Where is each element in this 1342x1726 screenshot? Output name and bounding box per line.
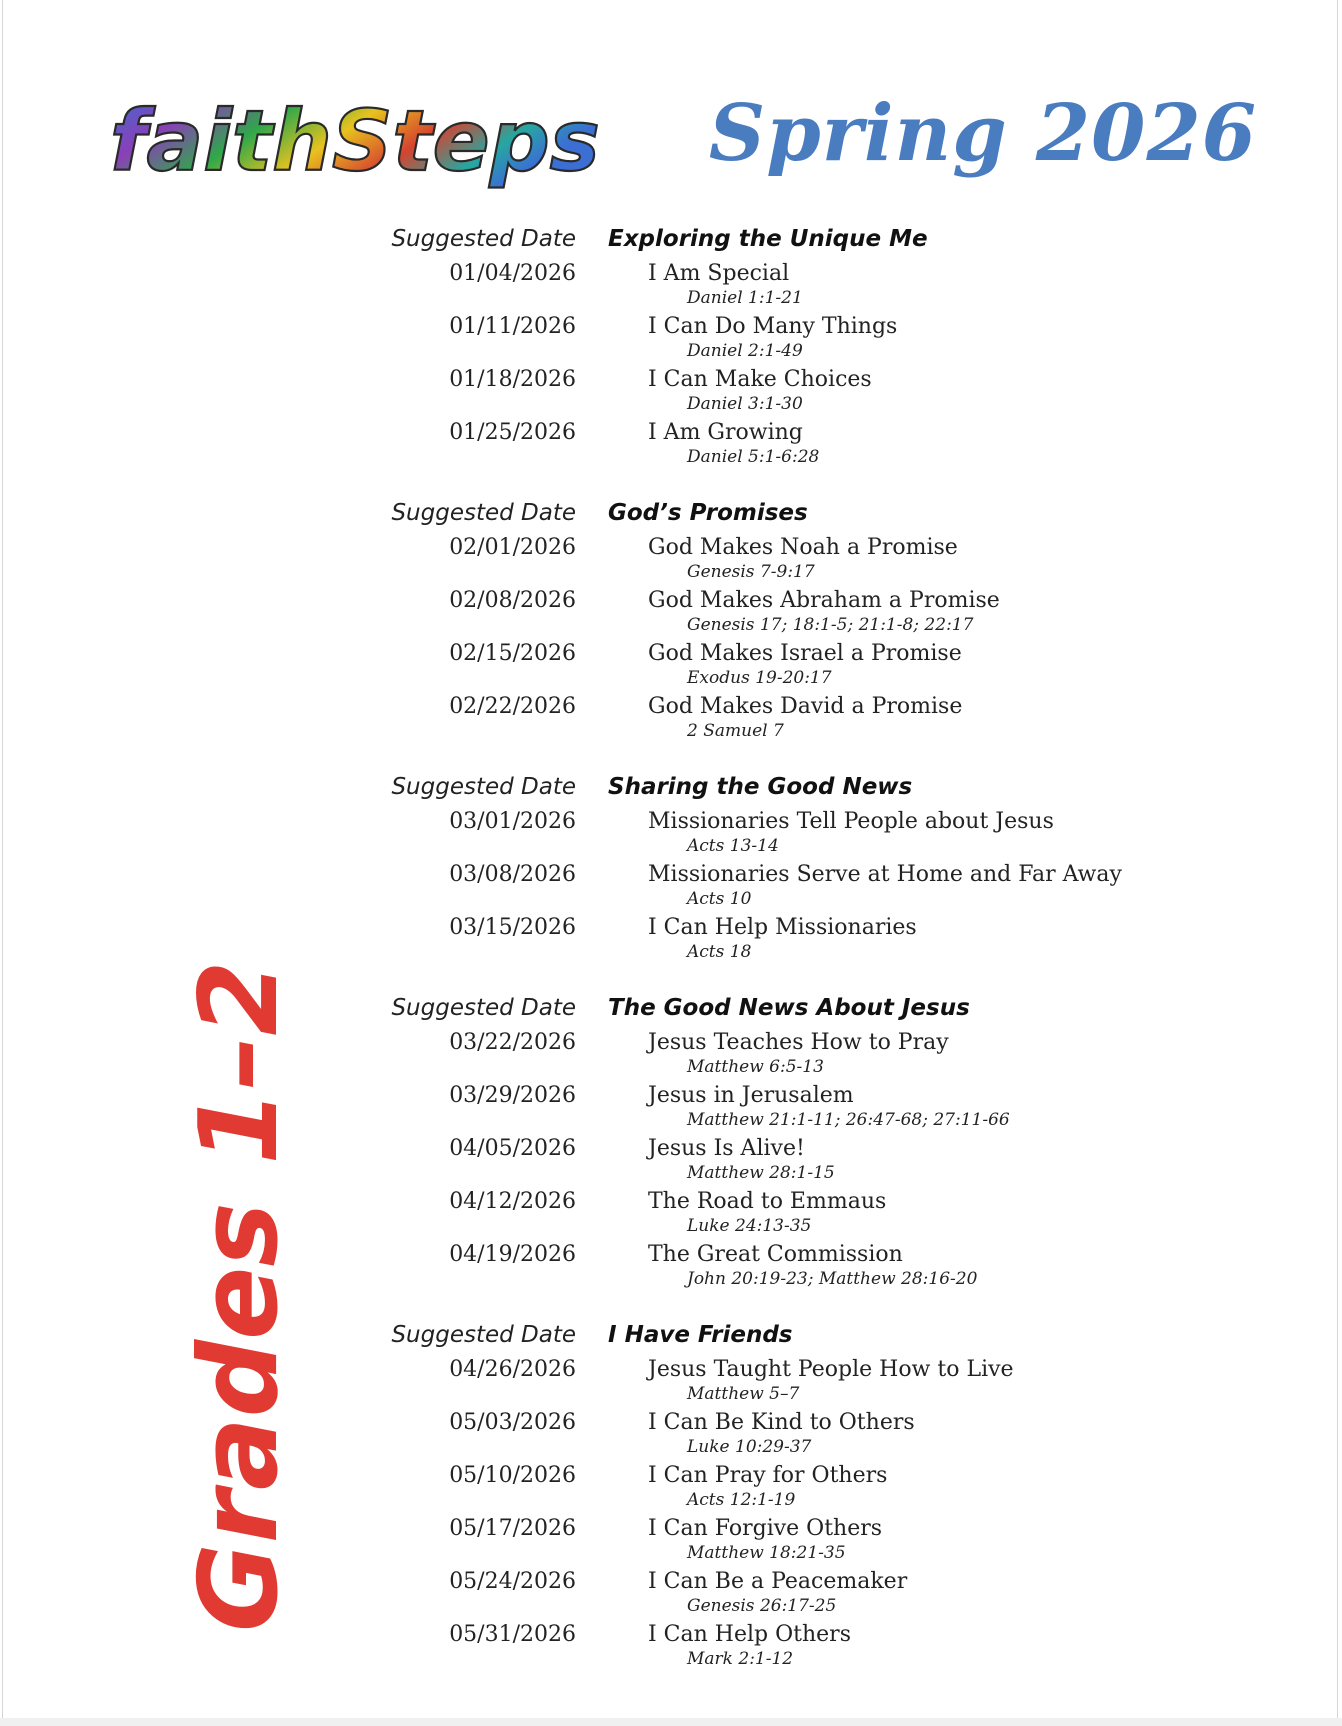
lesson-date: 04/26/2026 [449,1357,576,1382]
unit-header [383,226,1283,260]
logo-wordmark: faithSteps [110,92,600,190]
lesson-info [648,1568,907,1621]
lesson-row [383,1621,1283,1674]
scripture-reference: 2 Samuel 7 [687,721,784,741]
lesson-title: I Am Growing [648,420,803,445]
lesson-info [648,1621,851,1674]
lesson-row [383,1568,1283,1621]
lesson-row [383,587,1283,640]
unit-header [383,500,1283,534]
unit-title: Sharing the Good News [608,774,913,800]
date-column-header: Suggested Date [391,774,576,800]
lesson-info [648,1241,977,1294]
scripture-reference: Acts 12:1-19 [687,1490,796,1510]
scripture-reference: Acts 18 [687,942,752,962]
lesson-title: God Makes Israel a Promise [648,641,962,666]
faithsteps-logo-artwork [108,78,600,208]
lesson-row [383,260,1283,313]
date-column-header: Suggested Date [391,226,576,252]
scripture-reference: Matthew 18:21-35 [687,1543,846,1563]
lesson-date: 05/03/2026 [449,1410,576,1435]
lesson-info [648,1515,882,1568]
scripture-reference: Matthew 5–7 [687,1384,800,1404]
lesson-row [383,1462,1283,1515]
scripture-reference: Mark 2:1-12 [687,1649,794,1669]
lesson-title: Jesus Is Alive! [648,1136,805,1161]
lesson-row [383,861,1283,914]
lesson-row [383,1135,1283,1188]
scripture-reference: Genesis 26:17-25 [687,1596,837,1616]
season-title: Spring 2026 [708,88,1257,179]
date-column-header: Suggested Date [391,1322,576,1348]
lesson-title: I Can Do Many Things [648,314,898,339]
lesson-date: 01/04/2026 [449,261,576,286]
date-column-header: Suggested Date [391,500,576,526]
lesson-row [383,1188,1283,1241]
lesson-title: I Can Be a Peacemaker [648,1569,908,1594]
lesson-info [648,366,872,419]
scripture-reference: Luke 24:13-35 [687,1216,812,1236]
lesson-title: Jesus Teaches How to Pray [648,1030,949,1055]
lesson-info [648,914,917,967]
unit-section [383,500,1283,746]
lesson-date: 02/01/2026 [449,535,576,560]
scripture-reference: Matthew 21:1-11; 26:47-68; 27:11-66 [687,1110,1010,1130]
unit-section [383,1322,1283,1674]
lesson-info [648,1356,1014,1409]
lesson-row [383,1241,1283,1294]
lesson-info [648,1188,886,1241]
lesson-info [648,1462,887,1515]
lesson-date: 05/17/2026 [449,1516,576,1541]
lesson-title: I Am Special [648,261,790,286]
lesson-row [383,534,1283,587]
lesson-row [383,419,1283,472]
lesson-title: Jesus Taught People How to Live [648,1357,1014,1382]
lesson-date: 04/19/2026 [449,1242,576,1267]
lesson-title: God Makes David a Promise [648,694,963,719]
lesson-info [648,260,803,313]
unit-title: Exploring the Unique Me [608,226,928,252]
grade-label: Grades 1–2 [177,960,302,1632]
scripture-reference: Genesis 7-9:17 [687,562,815,582]
lesson-title: God Makes Noah a Promise [648,535,958,560]
lesson-info [648,861,1122,914]
lesson-info [648,1409,915,1462]
lesson-row [383,1515,1283,1568]
scripture-reference: Daniel 5:1-6:28 [687,447,820,467]
lesson-title: The Great Commission [648,1242,903,1267]
lesson-title: Missionaries Serve at Home and Far Away [648,862,1122,887]
lesson-date: 03/29/2026 [449,1083,576,1108]
lesson-info [648,1029,949,1082]
lesson-date: 04/05/2026 [449,1136,576,1161]
scripture-reference: Acts 13-14 [687,836,779,856]
lesson-title: Jesus in Jerusalem [648,1083,854,1108]
lesson-date: 03/22/2026 [449,1030,576,1055]
unit-section [383,226,1283,472]
scripture-reference: Daniel 2:1-49 [687,341,803,361]
lesson-row [383,1029,1283,1082]
lesson-info [648,1082,1010,1135]
lesson-info [648,419,819,472]
unit-title: God’s Promises [608,500,808,526]
lesson-info [648,808,1054,861]
lesson-title: I Can Forgive Others [648,1516,883,1541]
scripture-reference: Matthew 28:1-15 [687,1163,835,1183]
lesson-date: 04/12/2026 [449,1189,576,1214]
lesson-row [383,313,1283,366]
lesson-date: 02/08/2026 [449,588,576,613]
lesson-row [383,1409,1283,1462]
lesson-date: 03/15/2026 [449,915,576,940]
lesson-row [383,1082,1283,1135]
lesson-date: 05/10/2026 [449,1463,576,1488]
unit-header [383,1322,1283,1356]
lesson-info [648,534,958,587]
scripture-reference: Exodus 19-20:17 [687,668,832,688]
scripture-reference: John 20:19-23; Matthew 28:16-20 [687,1269,978,1289]
lesson-title: I Can Help Others [648,1622,851,1647]
lesson-date: 02/22/2026 [449,694,576,719]
unit-section [383,774,1283,967]
lesson-row [383,914,1283,967]
lesson-info [648,693,962,746]
lesson-info [648,640,962,693]
lesson-row [383,808,1283,861]
lesson-date: 03/08/2026 [449,862,576,887]
lesson-title: God Makes Abraham a Promise [648,588,1000,613]
lesson-row [383,366,1283,419]
lesson-date: 05/24/2026 [449,1569,576,1594]
document-page [2,0,1338,1719]
page-bottom-edge [0,1718,1342,1726]
lesson-date: 03/01/2026 [449,809,576,834]
lesson-schedule [383,226,1283,1702]
lesson-date: 02/15/2026 [449,641,576,666]
unit-header [383,995,1283,1029]
lesson-date: 01/18/2026 [449,367,576,392]
date-column-header: Suggested Date [391,995,576,1021]
lesson-row [383,640,1283,693]
lesson-title: I Can Help Missionaries [648,915,917,940]
lesson-row [383,1356,1283,1409]
lesson-date: 01/25/2026 [449,420,576,445]
unit-title: I Have Friends [608,1322,793,1348]
lesson-info [648,313,897,366]
lesson-title: I Can Be Kind to Others [648,1410,915,1435]
unit-header [383,774,1283,808]
unit-section [383,995,1283,1294]
scripture-reference: Daniel 1:1-21 [687,288,803,308]
lesson-row [383,693,1283,746]
lesson-title: I Can Make Choices [648,367,872,392]
scripture-reference: Daniel 3:1-30 [687,394,803,414]
lesson-title: Missionaries Tell People about Jesus [648,809,1054,834]
lesson-title: The Road to Emmaus [648,1189,887,1214]
unit-title: The Good News About Jesus [608,995,970,1021]
lesson-date: 01/11/2026 [449,314,576,339]
lesson-title: I Can Pray for Others [648,1463,888,1488]
scripture-reference: Genesis 17; 18:1-5; 21:1-8; 22:17 [687,615,974,635]
faithsteps-logo [108,78,600,208]
scripture-reference: Luke 10:29-37 [687,1437,812,1457]
lesson-date: 05/31/2026 [449,1622,576,1647]
scripture-reference: Acts 10 [687,889,752,909]
lesson-info [648,1135,835,1188]
scripture-reference: Matthew 6:5-13 [687,1057,824,1077]
lesson-info [648,587,1000,640]
